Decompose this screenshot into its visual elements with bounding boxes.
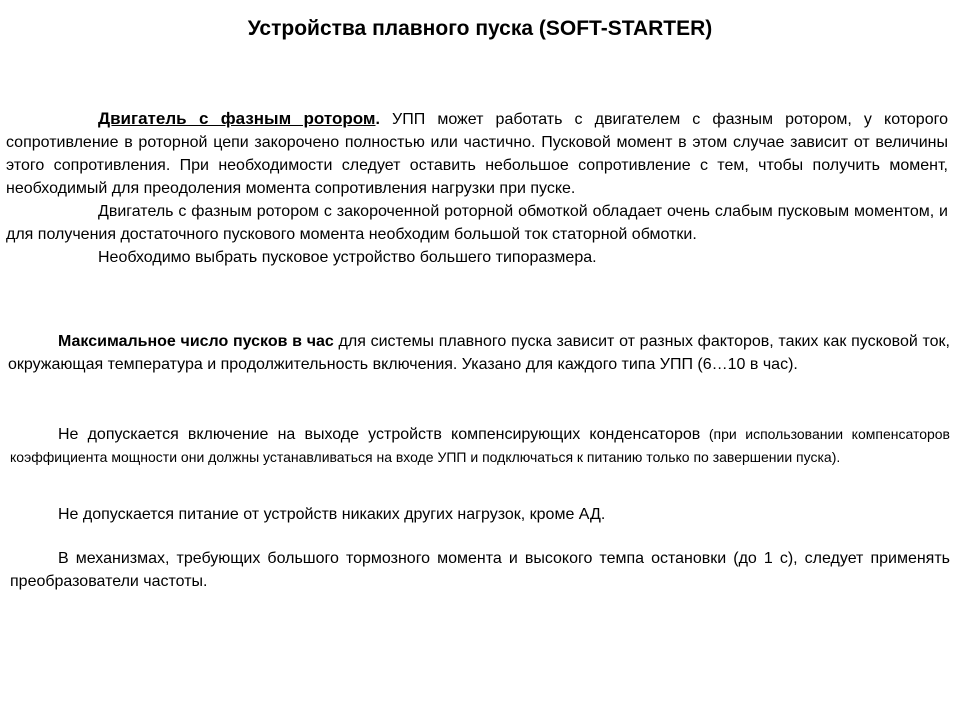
slide-title: Устройства плавного пуска (SOFT-STARTER) bbox=[247, 17, 713, 40]
capacitors-text: Не допускается включение на выходе устройств компенсирующих конденсаторов bbox=[58, 426, 701, 443]
rotor-paragraph-1 bbox=[6, 107, 948, 200]
rotor-paragraph-3: Необходимо выбрать пусковое устройство большего типоразмера. bbox=[98, 249, 597, 266]
rotor-section bbox=[6, 107, 948, 269]
starts-section bbox=[8, 330, 950, 376]
capacitors-section bbox=[10, 423, 950, 469]
rotor-text-1: УПП может работать с двигателем с фазным ротором, у которого сопротивление в роторной цепи закорочено полностью или частично. Пусковой момент в этом случае зависит от величины этого сопротивления. При необходимости следует оставить небольшое сопротивление с тем, чтобы получить момент, необходимый для преодоления момента сопротивления нагрузки при пуске. bbox=[6, 111, 948, 197]
starts-heading: Максимальное число пусков в час bbox=[58, 333, 334, 350]
mechanisms-paragraph: В механизмах, требующих большого тормозного момента и высокого темпа остановки (до 1 с), следует применять преобразователи частоты. bbox=[10, 550, 950, 590]
rotor-heading: Двигатель с фазным ротором bbox=[98, 109, 376, 128]
starts-paragraph bbox=[8, 330, 950, 376]
rotor-paragraph-2: Двигатель с фазным ротором с закороченной роторной обмоткой обладает очень слабым пусковым моментом, и для получения достаточного пускового момента необходим большой ток статорной обмотки. bbox=[6, 203, 948, 243]
capacitors-paragraph bbox=[10, 423, 950, 469]
loads-section bbox=[10, 503, 950, 526]
starts-text: для системы плавного пуска зависит от разных факторов, таких как пусковой ток, окружающая температура и продолжительность включения. Указано для каждого типа УПП (6…10 в час). bbox=[8, 333, 951, 373]
capacitors-note: (при использовании компенсаторов коэффициента мощности они должны устанавливаться на входе УПП и подключаться к питанию только по завершении пуска). bbox=[10, 426, 950, 465]
loads-paragraph: Не допускается питание от устройств никаких других нагрузок, кроме АД. bbox=[58, 506, 606, 523]
mechanisms-section bbox=[10, 547, 950, 593]
rotor-heading-dot: . bbox=[375, 111, 380, 128]
